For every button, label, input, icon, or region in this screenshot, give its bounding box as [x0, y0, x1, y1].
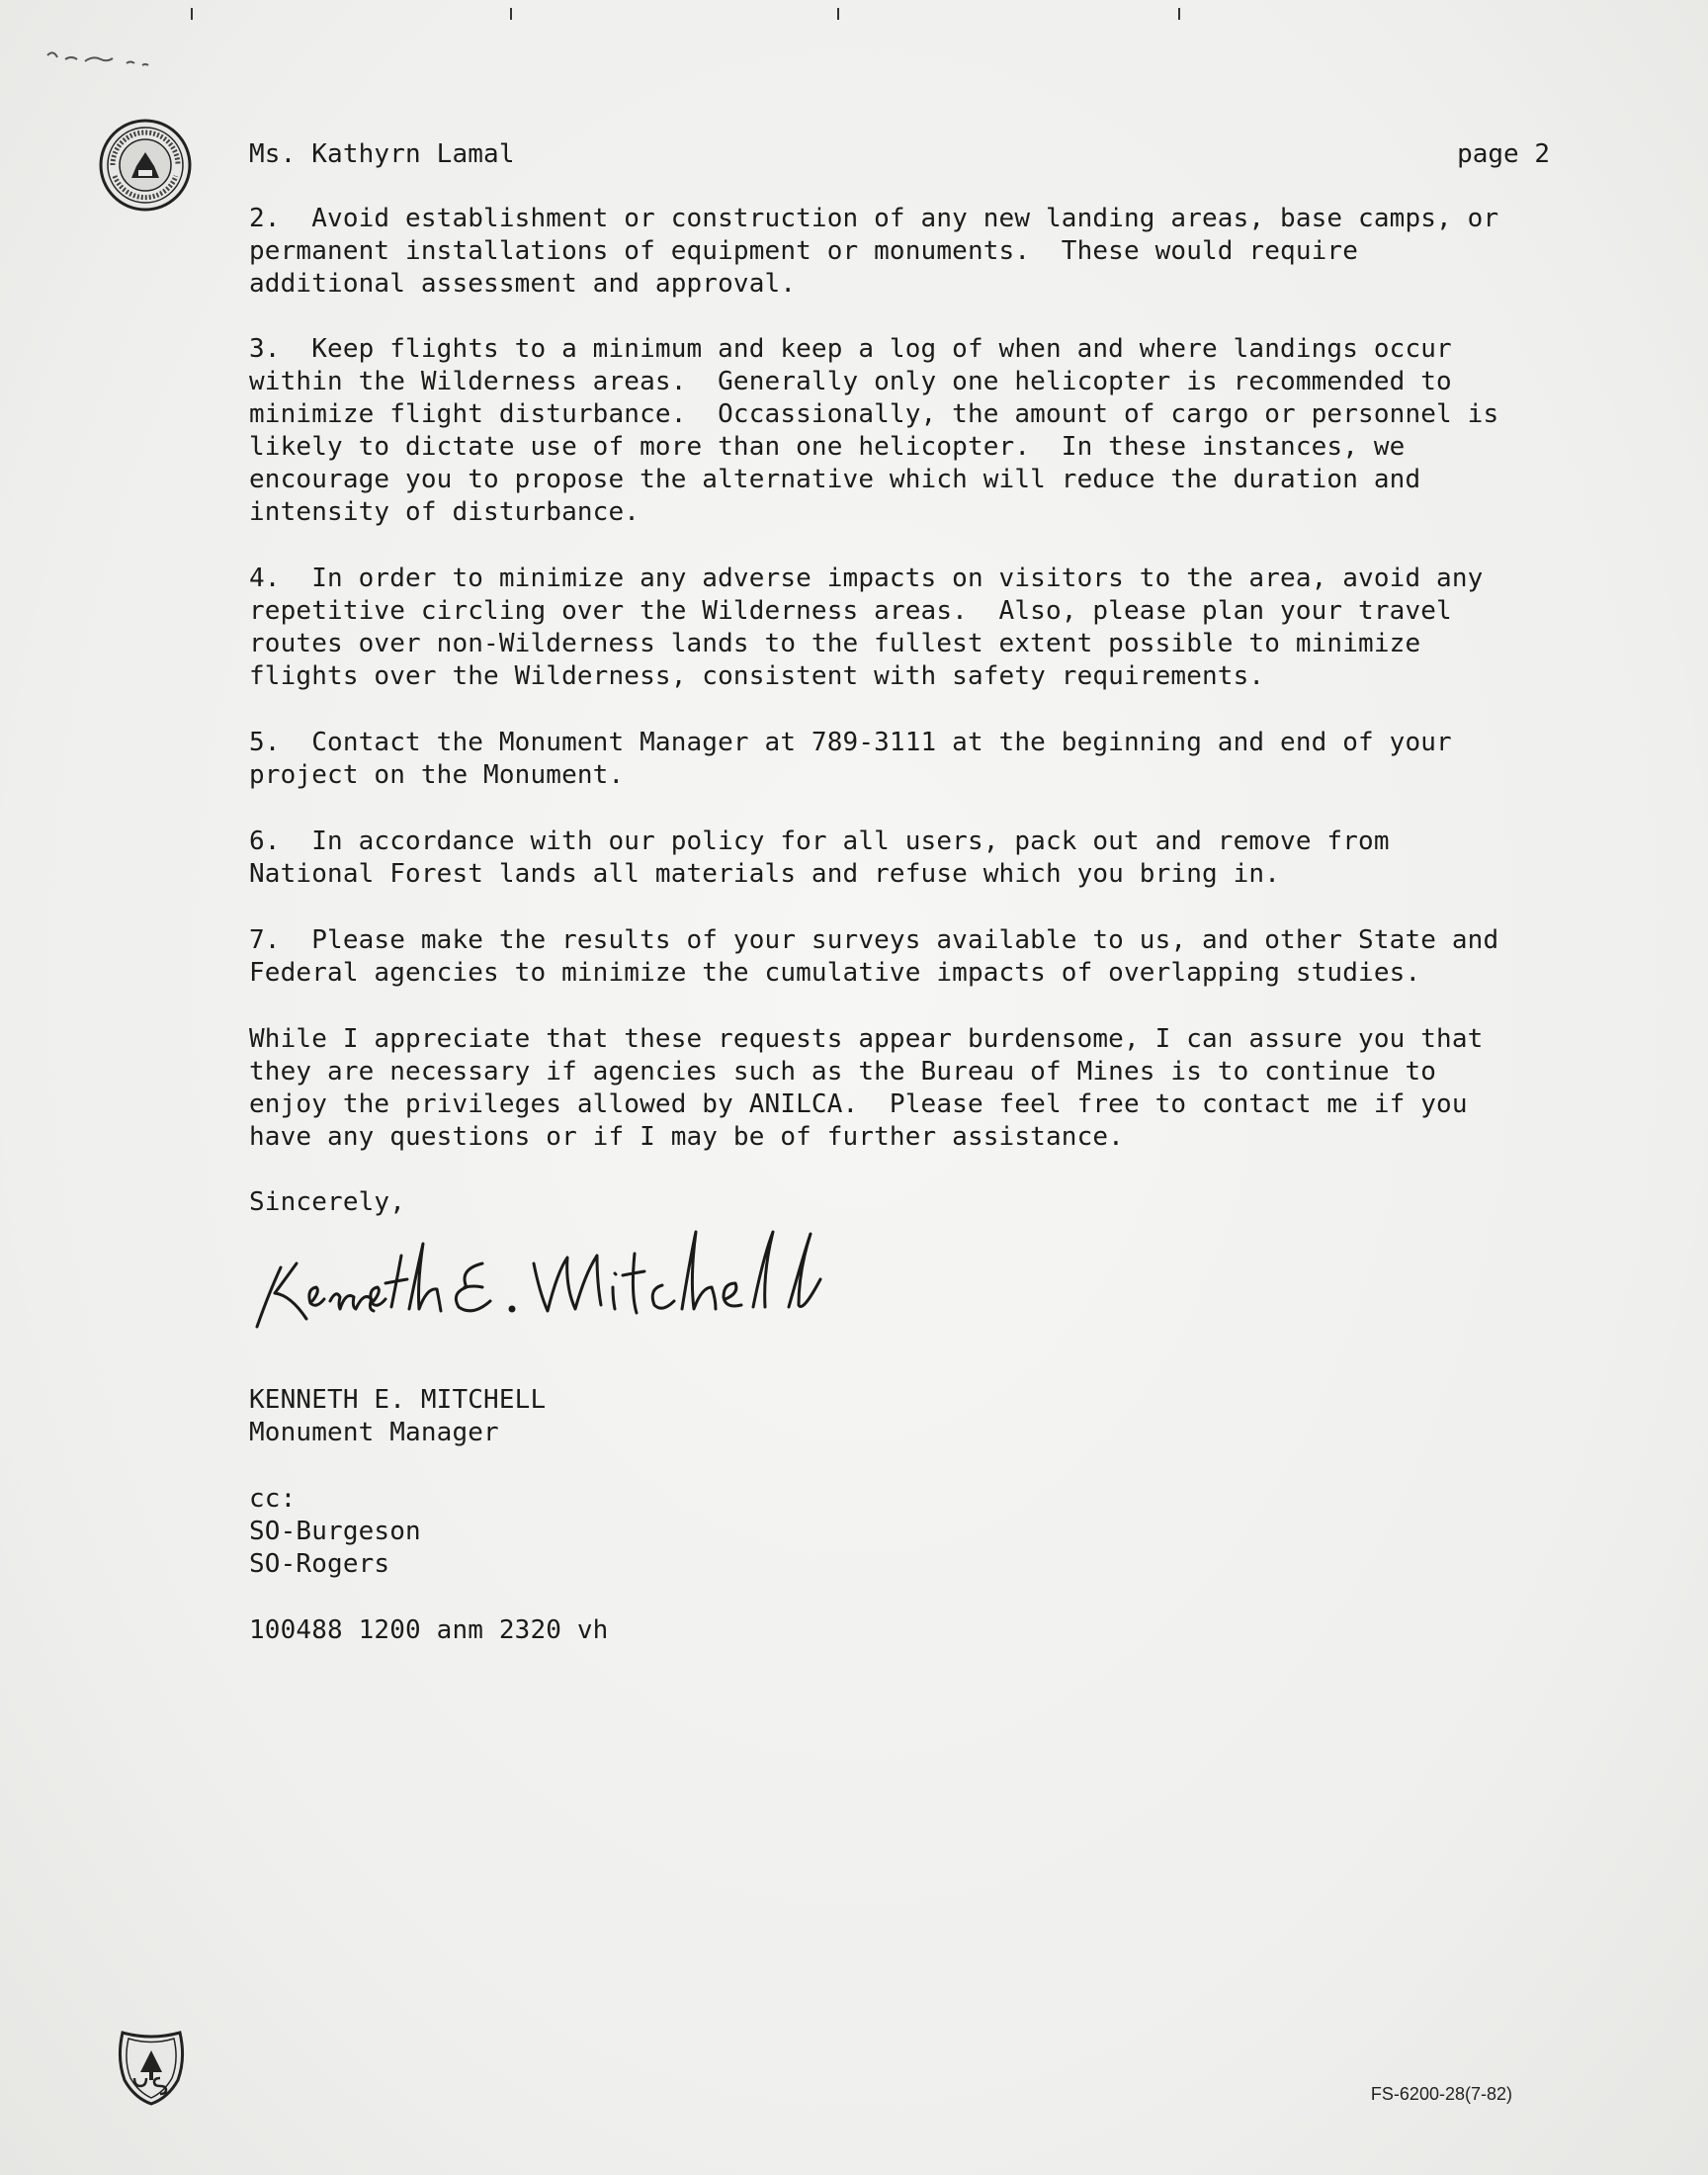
punch-mark [191, 8, 193, 20]
usda-seal-icon [99, 119, 192, 212]
salutation-closing: Sincerely, [249, 1187, 406, 1217]
paragraph-2: 2. Avoid establishment or construction of any new landing areas, base camps, or permanent installations of equipment or monuments. These would require additional assessment and approval. [249, 204, 1499, 299]
punch-mark [510, 8, 512, 20]
cc-recipient: SO-Rogers [249, 1549, 390, 1579]
cc-recipient: SO-Burgeson [249, 1517, 421, 1546]
paragraph-4: 4. In order to minimize any adverse impacts on visitors to the area, avoid any repetitive circling over the Wilderness areas. Also, please plan your travel routes over non-Wilderness lands to the fullest extent possible to minimize flights over the Wilderness, consistent with safety requirements. [249, 564, 1484, 691]
signer-title: Monument Manager [249, 1418, 499, 1447]
handwritten-signature [247, 1224, 860, 1333]
forest-service-shield-icon [117, 2029, 186, 2106]
paragraph-7: 7. Please make the results of your surveys available to us, and other State and Federal agencies to minimize the cumulative impacts of overlapping studies. [249, 925, 1499, 988]
reference-code: 100488 1200 anm 2320 vh [249, 1615, 609, 1645]
cc-label: cc: [249, 1484, 297, 1514]
ink-smudge [43, 47, 172, 69]
signer-block [249, 1384, 1574, 1449]
page-number: page 2 [1457, 139, 1550, 169]
paragraph-5: 5. Contact the Monument Manager at 789-3111 at the beginning and end of your project on the Monument. [249, 728, 1452, 790]
addressee: Ms. Kathyrn Lamal [249, 139, 515, 169]
form-number: FS-6200-28(7-82) [1370, 2084, 1512, 2104]
cc-block [249, 1483, 1574, 1581]
punch-mark [1178, 8, 1180, 20]
signer-name: KENNETH E. MITCHELL [249, 1385, 547, 1415]
punch-mark [837, 8, 839, 20]
paragraph-3: 3. Keep flights to a minimum and keep a log of when and where landings occur within the Wilderness areas. Generally only one helicopter is recommended to minimize flight disturbance. Occassionally, the amount of cargo or personnel is likely to dictate use of more than one helicopter. In these instances, we encourage you to propose the alternative which will reduce the duration and intensity of disturbance. [249, 334, 1499, 527]
paragraph-6: 6. In accordance with our policy for all users, pack out and remove from National Forest lands all materials and refuse which you bring in. [249, 826, 1390, 889]
closing-paragraph: While I appreciate that these requests appear burdensome, I can assure you that they are necessary if agencies such as the Bureau of Mines is to continue to enjoy the privileges allowed by ANILCA. Please feel free to contact me if you have any questions or if I may be of further assistance. [249, 1024, 1484, 1152]
